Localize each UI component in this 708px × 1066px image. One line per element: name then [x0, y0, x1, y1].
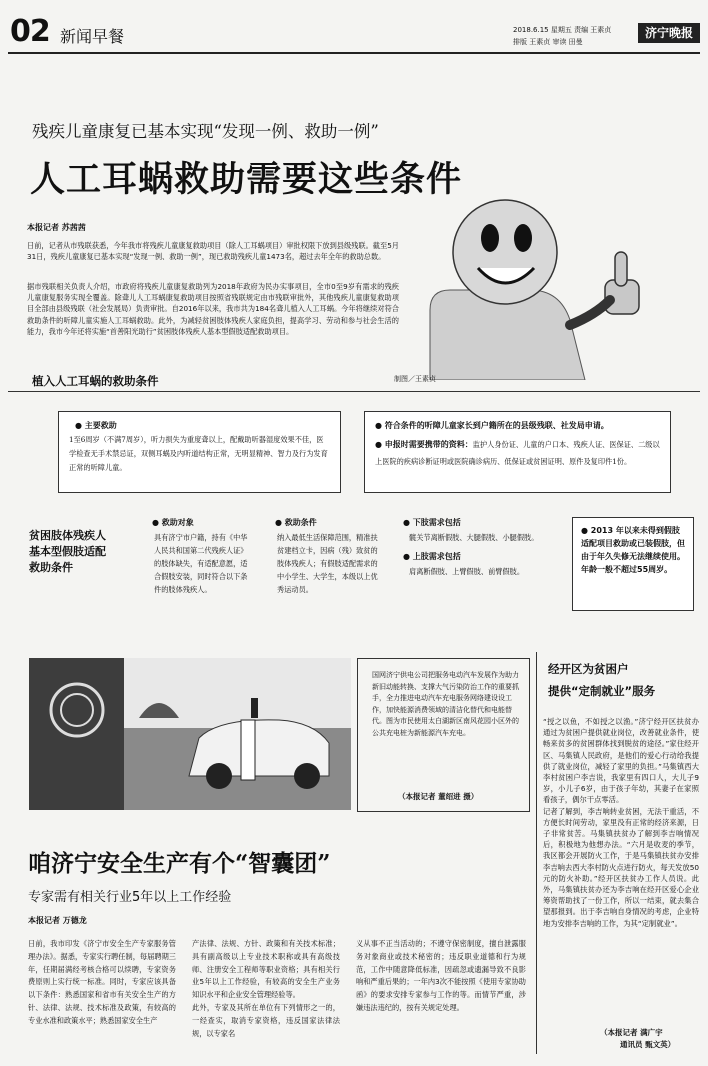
age-condition-box [572, 517, 694, 611]
application-box [364, 411, 671, 493]
article1-headline: 人工耳蜗救助需要这些条件 [30, 159, 463, 200]
main-aid-box [58, 411, 341, 493]
info-band-title: 植入人工耳蜗的救助条件 [32, 374, 159, 388]
header-rule [8, 52, 700, 54]
article1-subtitle: 残疾儿童康复已基本实现“发现一例、救助一例” [32, 122, 379, 141]
right-article-text: “授之以鱼，不如授之以渔。”济宁经开区扶贫办通过为贫困户提供就业岗位，改善就业条件，使畅来贫多的贫困群体找到脱贫的途径。”家住经开区、马集镇人民政府，是他们的爱心行动给我提供了就业岗位，减轻了家里的负担。”马集镇西大李村贫困户李吉说，我家里有四口人，大儿子9岁，小儿子6岁，由于孩子年幼，其妻子在家照看孩子，偶尔干点零活。 记者了解到，李吉响转业贫困，无法干重活，不方便长时间劳动，家里没有正常的经济来源，日子非常贫苦。马集镇扶贫办了解到李吉响情况后，积极地为他想办法。“六月是收麦的季节，我区都会开展防火工作，于是马集镇扶贫办安排李吉响去西大李村防火点进行防火，每天发放50元的防火补助。”经开区扶贫办工作人员说。此外，马集镇扶贫办还为李吉响在经开区爱心企业筹资帮助找了一份工作，所以一结束，就去集合望那报到。出于李吉响自身情况的考虑，企业特地为安排李吉响的工作，为其“定制就业”。 [543, 717, 699, 928]
article1-para2: 据市残联相关负责人介绍，市政府将残疾儿童康复救助列为2018年政府为民办实事项目，全市0至9岁有需求的残疾儿童康复服务实现全覆盖。除聋儿人工耳蜗康复救助项目按照省残联规定由市残联审批外，其他残疾儿童康复救助项目全部由县级残联（社会发展局）负责审批。自2016年以来，我市共为184名聋儿植入人工耳蜗。今年将继续对符合救助条件的听障儿童实施人工耳蜗救助。此外，为减轻贫困肢体残疾人家庭负担，提高学习、劳动和参与社会生活的能力，我市今年还将实施“首善阳光助行”贫困肢体残疾人基本型假肢适配救助项目。 [27, 282, 399, 336]
lower-limb-title: ● 下肢需求包括 [403, 518, 461, 527]
page-number: 02 [10, 14, 50, 49]
article2-col1: 日前，我市印发《济宁市安全生产专家服务管理办法》。据悉，专家实行聘任制，每届聘期三年，任期届满经考核合格可以续聘，专家资务费原则上实行统一标准。同时，专家应该具备以下条件：熟悉国家和省市有关安全生产的方针、法律、法规、技术标准及政策，有较高的专业水准和政策水平；熟悉国家安全生产 [28, 939, 176, 1025]
right-article-credit2: 通讯员 甄文英） [620, 1040, 676, 1049]
upper-limb-text: 肩离断假肢、上臂假肢、前臂假肢。 [409, 567, 525, 576]
article2-col2: 产法律、法规、方针、政策和有关技术标准；具有副高级以上专业技术职称或具有高级技师、注册安全工程师等职业资格；具有相关行业5年以上工作经验，有较高的安全生产业务知识水平和企业安全管理经验等。 此外，专家及其所在单位有下列情形之一的，一经查实，取消专家资格，违反国家法律法规，以专家名 [192, 939, 340, 1038]
thumbs-up-cartoon-illustration [410, 190, 650, 380]
edition-meta-line1: 2018.6.15 星期五 责编 王素贞 [513, 26, 612, 34]
age-condition-text: ● 2013 年以来未得到假肢适配项目救助或已装假肢，但由于年久失修无法继续使用。年龄一般不超过55周岁。 [581, 526, 685, 574]
article2-subtitle: 专家需有相关行业5年以上工作经验 [28, 890, 232, 905]
aid-condition-col [271, 517, 383, 609]
photo-caption: 国网济宁供电公司把服务电动汽车发展作为助力新旧动能转换、支撑大气污染防治工作的重要抓手，全力推进电动汽车充电服务网络建设设工作，加快能源消费领域的清洁化替代和电能替代。图为市民使用太白湖新区南风花园小区外的公共充电桩为新能源汽车充电。 [372, 671, 519, 737]
article2-byline: 本报记者 万德龙 [28, 916, 87, 925]
figure-credit: 制图／王素贞 [394, 375, 436, 383]
aid-target-col [148, 517, 256, 609]
photo-credit: （本报记者 董绍进 摄） [398, 792, 479, 801]
limb-needs-col [399, 517, 554, 609]
application-docs-text: 监护人身份证、儿童的户口本、残疾人证、医保证、二级以上医院的疾病诊断证明或医院确诊病历、低保证或贫困证明、原件及复印件1份。 [375, 440, 660, 466]
lower-limb-text: 髋关节离断假肢、大腿假肢、小腿假肢。 [409, 533, 539, 542]
column-divider [536, 652, 537, 1054]
main-aid-title: ● 主要救助 [75, 421, 117, 430]
edition-meta-line2: 排版 王素贞 审读 田曼 [513, 38, 583, 46]
article1-para1: 日前，记者从市残联获悉，今年我市将残疾儿童康复救助项目（除人工耳蜗项目）审批权限下放到县级残联。截至5月31日，残疾儿童康复已基本实现“发现一例、救助一例”，现已救助残疾儿童1473名，超过去年全年的救助总数。 [27, 241, 399, 262]
aid-target-title: ● 救助对象 [152, 518, 194, 527]
right-article-title-line1: 经开区为贫困户 [548, 662, 629, 676]
article2-col3: 义从事不正当活动的；不遵守保密制度，擅自泄露服务对象商业或技术秘密的；违反职业道德和行为规范，工作中随意降低标准，因疏忽或遗漏导致不良影响和严重后果的；一年内3次不能按照《使用专家协助函》的要求安排专家参与工作的等。而情节严重，涉嫌违法违纪的，按有关规定处理。 [356, 939, 526, 1012]
section-name: 新闻早餐 [60, 27, 125, 46]
application-docs-title: ● 申报时需要携带的资料： [375, 440, 473, 449]
newspaper-logo: 济宁晚报 [638, 23, 700, 43]
prosthesis-aid-title: 贫困肢体残疾人 基本型假肢适配 救助条件 [29, 529, 106, 574]
main-aid-text: 1至6周岁（不满7周岁），听力损失为重度聋以上，配戴助听器湿度效果不佳，医学检查无手术禁忌证，双侧耳蜗及内听道结构正常，无明显精神、智力及行为发育正常的听障儿童。 [69, 435, 328, 472]
right-article-credit1: （本报记者 满广宇 [600, 1028, 663, 1037]
aid-target-text: 具有济宁市户籍，持有《中华人民共和国第二代残疾人证》的肢体缺失，有适配意愿，适合假肢安装，同时符合以下条件的肢体残疾人。 [154, 533, 248, 594]
right-article-title-line2: 提供“定制就业”服务 [548, 684, 656, 698]
upper-limb-title: ● 上肢需求包括 [403, 552, 461, 561]
application-eligibility: ● 符合条件的听障儿童家长到户籍所在的县级残联、社发局申请。 [375, 421, 609, 430]
article2-headline: 咱济宁安全生产有个“智囊团” [28, 850, 331, 877]
info-band-rule [8, 391, 700, 392]
article1-byline: 本报记者 苏茜茜 [27, 223, 86, 232]
aid-condition-title: ● 救助条件 [275, 518, 317, 527]
ev-charging-photo [29, 658, 351, 810]
aid-condition-text: 纳入最低生活保障范围，精准扶贫建档立卡，因病（残）致贫的肢体残疾人；有假肢适配需求的中小学生、大学生，本级以上优秀运动员。 [277, 533, 378, 594]
